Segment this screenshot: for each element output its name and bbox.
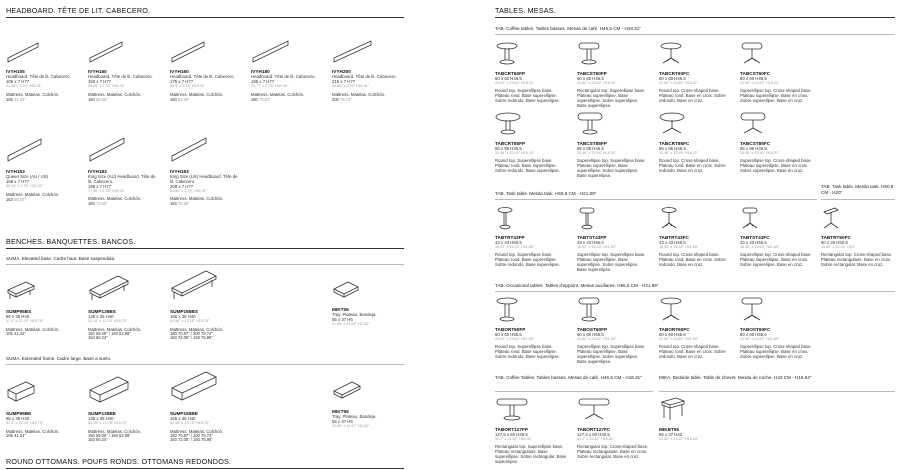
headboard-illustration [6, 38, 42, 64]
product-tabtrt43fp [495, 206, 573, 267]
product-ivyh180 [251, 38, 321, 102]
section-title-ottomans: ROUND OTTOMANS. POUFS RONDS. OTTOMANS REDONDOS. [6, 457, 232, 466]
product-dimensions-imperial: 50.2" x 23.62" H18.31" [577, 437, 615, 441]
bench-illustration [88, 372, 132, 406]
product-tabcst85fp [577, 110, 655, 178]
tray-illustration [332, 276, 360, 302]
left-page [0, 0, 445, 470]
product-code: TABORT60FP [495, 327, 526, 332]
product-dimensions: 60 x 60 H55.6 [740, 332, 767, 337]
product-dimensions: 43 x 43 H55.6 [495, 240, 522, 245]
product-code: MIKT55 [332, 307, 349, 312]
product-finish: Mattress. Matelas. Colchón. [6, 91, 60, 97]
product-size: 183 72.05" / 193 75.98" [170, 437, 213, 443]
product-desc: Headboard. Tête de lit. Cabecero. [170, 74, 235, 79]
product-dimensions-imperial: 33.46" x 33.46" H18.31" [659, 151, 699, 155]
product-dimensions-imperial: 53.15" x 13.78" H15.75" [88, 421, 128, 425]
product-code: TABTRT43FC [659, 235, 689, 240]
table-illustration [577, 206, 597, 230]
product-dimensions-imperial: 59.05" x 2.75" H30.31" [88, 84, 126, 89]
subsection-rule [495, 391, 653, 392]
subsection-rule [495, 34, 895, 35]
product-dimensions: 85 x 85 H46.5 [495, 146, 522, 151]
product-size: 160 [170, 96, 177, 102]
product-code: TABCST60FC [740, 71, 771, 76]
product-code: TABTST43FC [740, 235, 770, 240]
product-dimensions: 60 x 60 H46.5 [659, 76, 686, 81]
product-desc: Queen Size (AU / US) [6, 174, 49, 179]
product-dimensions: 215 x 7 H77 [332, 79, 356, 85]
product-dimensions-imperial: 68.9" x 2.75" H30.31" [170, 84, 206, 89]
product-desc: Round top. Superellipse base. Plateau rond. Base superellipse. Sobre redondo. Base superelipse. [495, 87, 560, 103]
product-dimensions: 60 x 60 H46.5 [740, 76, 767, 81]
product-desc: Superellipse top. Superellipse base. Plateau superellipse. Base superellipse. Sobre superelipse. Base superelipse. [577, 157, 646, 178]
table-illustration [495, 396, 529, 422]
product-dimensions-imperial: 19.69" x 10.24" H20" [821, 245, 856, 249]
subsection-label: TAB. Coffee tables. Tables basses. Mesas de café. H46,5 CM - H18.31" [495, 26, 641, 31]
product-tabcst85fc [740, 110, 822, 173]
product-size: 150 59.06" / 160 62.99" [88, 330, 131, 336]
product-dimensions: 60 x 60 H55.6 [659, 332, 686, 337]
product-desc: Superellipse top. Superellipse base. Plateau superellipse. Base superellipse. Sobre superelipse. Base superelipse. [577, 343, 646, 364]
product-dimensions: 168 x 7 H77 [6, 179, 30, 185]
product-dimensions: 55 x 37 H6 [332, 317, 353, 323]
subsection-label-bedside: MIKA. Bedside table. Table de chevet. Mesita de noche. H42 CM - H16.54" [659, 375, 812, 380]
product-dimensions: 175 x 7 H77 [170, 79, 194, 85]
product-dimensions-imperial: 84.65" x 2.75" H30.31" [332, 84, 370, 89]
product-desc: Rectangular top. Superellipse base. Plateau rectangulaire. Base superellipse. Sobre rectangular. Base superelipse. [495, 443, 567, 464]
product-tabost60fc [740, 296, 820, 359]
table-illustration [577, 40, 601, 66]
product-size-imperial: 60.24" [13, 196, 26, 202]
product-dimensions: 105 x 7 H77 [6, 79, 30, 85]
product-code: MIKT55 [332, 409, 349, 414]
product-desc: Headboard. Tête de lit. Cabecero. [251, 74, 316, 79]
product-tabtrt50fc [821, 206, 899, 267]
product-size: 180 [251, 96, 258, 102]
product-size: 200 [332, 96, 339, 102]
product-dimensions-imperial: 23.62" x 23.62" H18.31" [495, 81, 535, 85]
product-finish: Mattress. Matelas. Colchón. [170, 91, 224, 97]
product-code: IVYH153 [6, 169, 25, 174]
product-tabtst43fc [740, 206, 820, 267]
product-ivyh200 [332, 38, 402, 102]
product-mikt55-2 [332, 374, 376, 429]
product-dimensions-imperial: 21.65" x 14.57" H2.36" [332, 322, 370, 327]
product-tabcrt85fc [659, 110, 737, 173]
product-code: TABCST85FC [740, 141, 771, 146]
product-ivyh160 [170, 38, 240, 102]
product-dimensions: 60 x 60 H55.6 [577, 332, 604, 337]
product-dimensions: 135 x 35 H40 [88, 416, 114, 421]
product-dimensions-imperial: 21.65" x 14.57" H2.36" [332, 424, 370, 429]
product-dimensions-imperial: 64.96" x 13.78" H15.75" [170, 319, 210, 323]
product-dimensions: 43 x 43 H55.6 [740, 240, 767, 245]
product-dimensions: 95 x 35 H40 [6, 314, 30, 319]
product-desc: Rectangular top. Superellipse base. Plateau superellipse. Base superellipse. Sobre superelipse. Base superelipse. [577, 87, 646, 108]
product-tabtrt43fc [659, 206, 737, 267]
product-code: SUMP95BE [6, 411, 32, 416]
table-illustration [577, 396, 611, 422]
product-mikbt55 [659, 396, 737, 442]
table-illustration [740, 110, 766, 136]
product-tabort60fc [659, 296, 737, 359]
product-dimensions: 43 x 43 H55.6 [659, 240, 686, 245]
section-title-benches: BENCHES. BANQUETTES. BANCOS. [6, 237, 136, 246]
product-size-imperial: 70.87" [258, 96, 271, 102]
headboard-illustration [170, 38, 206, 64]
subsection-rule [659, 391, 895, 392]
product-code: TABOST60FC [740, 327, 771, 332]
product-desc: King Size (AU) Headboard. Tête de lit. Cabecero. [88, 174, 156, 185]
product-code: MIKBT55 [659, 427, 680, 432]
subsection-label: SUMA. Extended frame. Cadre large. Base a suelo. [6, 356, 112, 361]
product-desc: King Size (US) Headboard. Tête de lit. Cabecero. [170, 174, 238, 185]
product-dimensions: 60 x 60 H46.5 [577, 76, 604, 81]
product-size: 105 [6, 96, 13, 102]
product-ivyh153 [6, 130, 76, 202]
subsection-label-side: TAB. Task table. Mesita task. H50,8 CM - H20" [821, 184, 894, 195]
subsection-label: TAB. Task table. Mesita task. H55,6 CM - H21.89" [495, 191, 597, 196]
section-title-headboard: HEADBOARD. TÊTE DE LIT. CABECERO. [6, 6, 151, 15]
product-tabcrt60fc [659, 40, 737, 103]
product-desc: Superellipse top. Cross-shaped base. Plateau superellipse. Base en croix. Sobre superelipse. Base en cruz. [740, 251, 812, 267]
product-dimensions: 55 x 37 H42 [659, 432, 683, 437]
table-illustration [740, 296, 764, 322]
product-finish: Mattress. Matelas. Colchón. [88, 326, 142, 332]
product-code: TABTRT43FP [495, 235, 525, 240]
product-dimensions: 95 x 35 H40 [6, 416, 30, 421]
product-code: IVYH160 [170, 69, 189, 74]
product-code: IVYH180 [251, 69, 270, 74]
product-desc: Round top. Cross-shaped base. Plateau rond. Base en croix. Sobre redondo. Base en cruz. [659, 251, 726, 267]
table-illustration [495, 206, 515, 230]
bench-illustration [170, 262, 220, 304]
subsection-label: TAB. Coffee Tables. Tables basses. Mesas de café. H46,5 CM - H18.31" [495, 375, 642, 380]
product-dimensions-imperial: 33.46" x 33.46" H18.31" [495, 151, 535, 155]
product-finish: Mattress. Matelas. Colchón. [332, 91, 386, 97]
product-dimensions-imperial: 23.62" x 23.62" H18.31" [659, 81, 699, 85]
product-size: 105 41.34" [6, 432, 26, 438]
product-tabort60fp [495, 296, 573, 359]
product-dimensions: 85 x 85 H46.5 [659, 146, 686, 151]
product-tabort127fc [577, 396, 657, 459]
headboard-illustration [332, 38, 374, 64]
product-dimensions-imperial: 16.93" x 16.93" H21.89" [577, 245, 617, 249]
product-size: 180 70.87" / 200 78.74" [170, 330, 213, 336]
product-code: TABCRT85FC [659, 141, 690, 146]
product-size: 180 70.87" / 200 78.74" [170, 432, 213, 438]
right-page [455, 0, 900, 470]
subsection-label: SUMA. Elevated base. Cadre haut. Base suspendida. [6, 256, 116, 261]
product-tabcst60fp [577, 40, 655, 108]
product-dimensions-imperial: 41.34"x 2.75" H30.31" [6, 84, 43, 89]
product-dimensions: 165 x 35 H40 [170, 416, 196, 421]
product-ivyh183 [88, 130, 156, 206]
product-dimensions-imperial: 76.77" x 2.75" H30.31" [251, 84, 289, 89]
product-finish: Mattress. Matelas. Colchón. [88, 428, 142, 434]
product-dimensions-imperial: 23.62" x 23.62" H21.89" [659, 337, 699, 341]
product-code: TABCRT60FP [495, 71, 526, 76]
table-illustration [659, 40, 683, 66]
product-size: 153 60.24" [88, 437, 108, 443]
product-dimensions-imperial: 64.96" x 13.78" H15.75" [170, 421, 210, 425]
product-dimensions: 60 x 60 H46.5 [495, 76, 522, 81]
bench-illustration [6, 378, 36, 406]
product-finish: Mattress. Matelas. Colchón. [88, 91, 142, 97]
product-desc: Round top. Superellipse base. Plateau rond. Base superellipse. Sobre redondo. Base superelipse. [495, 251, 560, 267]
product-size: 153 60.24" [88, 335, 108, 341]
product-desc: Headboard. Tête de lit. Cabecero. [6, 74, 71, 79]
product-dimensions-imperial: 50.2" x 23.62" H18.31" [495, 437, 533, 441]
product-dimensions: 150 x 7 H77 [88, 79, 112, 85]
product-dimensions-imperial: 23.62" x 23.62" H18.31" [577, 81, 617, 85]
product-mikt55 [332, 276, 376, 327]
product-size: 150 59.06" / 160 62.99" [88, 432, 131, 438]
product-dimensions-imperial: 53.15" x 13.78" H15.75" [88, 319, 128, 323]
headboard-illustration [88, 38, 124, 64]
product-dimensions-imperial: 77.95" x 2.75" H30.31" [88, 189, 126, 194]
product-dimensions-imperial: 23.62" x 23.62" H21.89" [577, 337, 617, 341]
product-dimensions: 208 x 7 H77 [170, 184, 194, 190]
product-dimensions-imperial: 81.89" x 2.75" H30.31" [170, 189, 208, 194]
bench-illustration [88, 270, 132, 304]
product-dimensions-imperial: 23.62" x 23.62" H21.89" [740, 337, 780, 341]
product-size-imperial: 72.05" [95, 200, 108, 206]
product-desc: Headboard. Tête de lit. Cabecero. [88, 74, 153, 79]
product-dimensions-imperial: 37.4" x 13.78" H15.75" [6, 421, 44, 425]
product-dimensions-imperial: 16.93" x 16.93" H21.89" [740, 245, 780, 249]
product-desc: Round top. Superellipse base. Plateau rond. Base superellipse. Sobre redondo. Base superelipse. [495, 343, 560, 359]
product-size: 105 41.34" [6, 330, 26, 336]
product-dimensions-imperial: 33.46" x 33.46" H18.31" [577, 151, 617, 155]
product-sump95bs [6, 278, 59, 336]
product-code: TABTRT50FC [821, 235, 851, 240]
product-code: IVYH150 [88, 69, 107, 74]
product-finish: Mattress. Matelas. Colchón. [170, 428, 224, 434]
bedside-table-illustration [659, 396, 687, 422]
product-tabcrt60fp [495, 40, 573, 103]
product-finish: Mattress. Matelas. Colchón. [88, 195, 142, 201]
product-code: TABORT60FC [659, 327, 690, 332]
product-sump95be [6, 378, 59, 438]
product-dimensions: 127,5 x 60 H46.5 [495, 432, 528, 437]
table-illustration [821, 206, 841, 230]
product-size: 150 [88, 96, 95, 102]
product-size-imperial: 62.99" [177, 96, 190, 102]
product-code: SUMP95BS [6, 309, 32, 314]
product-dimensions-imperial: 16.93" x 16.93" H21.89" [659, 245, 699, 249]
product-tabcst60fc [740, 40, 822, 103]
tray-illustration [332, 374, 362, 404]
product-desc: Rectangular top. Cross-shaped base. Plateau rectangulaire. Base en croix. Sobre rectangular. Base en cruz. [821, 251, 893, 267]
product-desc: Round top. Cross-shaped base. Plateau rond. Base en croix. Sobre redondo. Base en cruz. [659, 87, 726, 103]
bench-illustration [170, 366, 220, 406]
product-dimensions: 135 x 35 H40 [88, 314, 114, 319]
product-code: TABCRT85FP [495, 141, 526, 146]
product-dimensions: 43 x 43 H55.6 [577, 240, 604, 245]
product-dimensions-imperial: 33.46" x 33.46" H18.31" [740, 151, 780, 155]
section-rule [6, 17, 404, 18]
product-code: TABOST60FP [577, 327, 608, 332]
table-illustration [740, 206, 760, 230]
product-code: SUMP165BS [170, 309, 198, 314]
product-desc: Headboard. Tête de lit. Cabecero. [332, 74, 397, 79]
product-desc: Round top. Cross-shaped base. Plateau rond. Base en croix. Sobre redondo. Base en cruz. [659, 157, 726, 173]
section-rule [495, 17, 895, 18]
product-tabost60fp [577, 296, 655, 364]
section-rule [6, 248, 404, 249]
product-desc: Tray. Plateau. Bandeja. [332, 312, 377, 317]
product-dimensions-imperial: 37.4" x 13.78" H15.75" [6, 319, 44, 323]
table-illustration [659, 110, 685, 136]
table-illustration [740, 40, 764, 66]
product-desc: Round top. Cross-shaped base. Plateau rond. Base en croix. Sobre redondo. Base en cruz. [659, 343, 726, 359]
product-size-imperial: 75.98" [177, 200, 190, 206]
table-illustration [659, 296, 683, 322]
product-dimensions-imperial: 16.93" x 16.93" H21.89" [495, 245, 535, 249]
product-finish: Mattress. Matelas. Colchón. [6, 326, 60, 332]
table-illustration [577, 296, 601, 322]
product-size: 193 [170, 200, 177, 206]
product-sump165bs [170, 262, 223, 341]
table-illustration [577, 110, 603, 136]
subsection-rule [821, 199, 895, 200]
table-illustration [495, 40, 519, 66]
subsection-label: TAB. Occasional tables. Tables d'appoint. Mesas auxiliares. H55,6 CM - H21.89" [495, 283, 659, 288]
product-code: IVYH105 [6, 69, 25, 74]
product-size: 153 [6, 196, 13, 202]
product-desc: Superellipse top. Cross-shaped base. Plateau superellipse. Base en croix. Sobre superelipse. Base en cruz. [740, 343, 812, 359]
product-dimensions: 50 x 26 H50.8 [821, 240, 848, 245]
product-ivyh150 [88, 38, 158, 102]
product-tabort127fp [495, 396, 573, 464]
product-dimensions: 60 x 60 H55.6 [495, 332, 522, 337]
product-code: TABORT127FC [577, 427, 611, 432]
product-code: SUMP135BE [88, 411, 116, 416]
product-code: IVYH193 [170, 169, 189, 174]
product-code: TABCST85FP [577, 141, 607, 146]
subsection-rule [495, 199, 817, 200]
product-desc: Superellipse top. Cross-shaped base. Plateau superellipse. Base en croix. Sobre superelipse. Base en cruz. [740, 87, 812, 103]
product-dimensions: 55 x 37 H6 [332, 419, 353, 425]
table-illustration [659, 206, 679, 230]
product-desc: Rectangular top. Cross-shaped base. Plateau rectangulaire. Base en croix. Sobre rectangular. Base en cruz. [577, 443, 649, 459]
headboard-illustration [88, 130, 126, 164]
table-illustration [495, 110, 521, 136]
section-rule [6, 468, 404, 469]
headboard-illustration [170, 130, 208, 164]
product-dimensions: 85 x 85 H46.5 [577, 146, 604, 151]
product-size: 183 72.05" / 193 75.98" [170, 335, 213, 341]
product-dimensions-imperial: 21.65" x 14.57" H16.54" [659, 437, 699, 441]
section-title-tables: TABLES. MESAS. [495, 6, 556, 15]
product-code: TABCRT60FC [659, 71, 690, 76]
product-dimensions-imperial: 23.62" x 23.62" H21.89" [495, 337, 535, 341]
product-finish: Mattress. Matelas. Colchón. [6, 191, 60, 197]
headboard-illustration [6, 130, 44, 164]
product-dimensions-imperial: 23.62" x 23.62" H18.31" [740, 81, 780, 85]
product-desc: Tray. Plateau. Bandeja. [332, 414, 377, 419]
product-finish: Mattress. Matelas. Colchón. [6, 428, 60, 434]
product-desc: Round top. Superellipse base. Plateau rond. Base superellipse. Sobre redondo. Base superelipse. [495, 157, 560, 173]
bench-illustration [6, 278, 36, 304]
product-dimensions: 195 x 7 H77 [251, 79, 275, 85]
product-finish: Mattress. Matelas. Colchón. [170, 195, 224, 201]
product-dimensions: 85 x 85 H46.5 [740, 146, 767, 151]
product-code: IVYH183 [88, 169, 107, 174]
product-size: 183 [88, 200, 95, 206]
product-dimensions: 127,5 x 60 H46.5 [577, 432, 610, 437]
product-dimensions: 198 x 7 H77 [88, 184, 112, 190]
subsection-rule [6, 364, 404, 365]
product-size-imperial: 41.38" [13, 96, 26, 102]
product-finish: Mattress. Matelas. Colchón. [251, 91, 305, 97]
product-code: TABCST60FP [577, 71, 607, 76]
product-code: TABTST43FP [577, 235, 607, 240]
product-code: SUMP165BE [170, 411, 198, 416]
product-size-imperial: 78.74" [339, 96, 352, 102]
product-code: SUMP135BS [88, 309, 116, 314]
product-sump135be [88, 372, 141, 443]
product-size-imperial: 59.06" [95, 96, 108, 102]
subsection-rule [495, 291, 895, 292]
product-sump135bs [88, 270, 141, 341]
table-illustration [495, 296, 519, 322]
product-tabtst43fp [577, 206, 655, 272]
product-ivyh105 [6, 38, 76, 102]
product-dimensions: 165 x 35 H40 [170, 314, 196, 319]
product-desc: Superellipse top. Superellipse base. Plateau superellipse. Base superellipse. Sobre superelipse. Base superelipse. [577, 251, 646, 272]
product-dimensions-imperial: 66.14" x 2.75" H30.31" [6, 184, 44, 189]
product-code: TABORT127FP [495, 427, 528, 432]
product-code: IVYH200 [332, 69, 351, 74]
headboard-illustration [251, 38, 291, 64]
product-ivyh193 [170, 130, 240, 206]
product-desc: Superellipse top. Cross-shaped base. Plateau superellipse. Base en croix. Sobre superelipse. Base en cruz. [740, 157, 812, 173]
product-finish: Mattress. Matelas. Colchón. [170, 326, 224, 332]
product-tabcrt85fp [495, 110, 573, 173]
product-sump165be [170, 366, 223, 443]
